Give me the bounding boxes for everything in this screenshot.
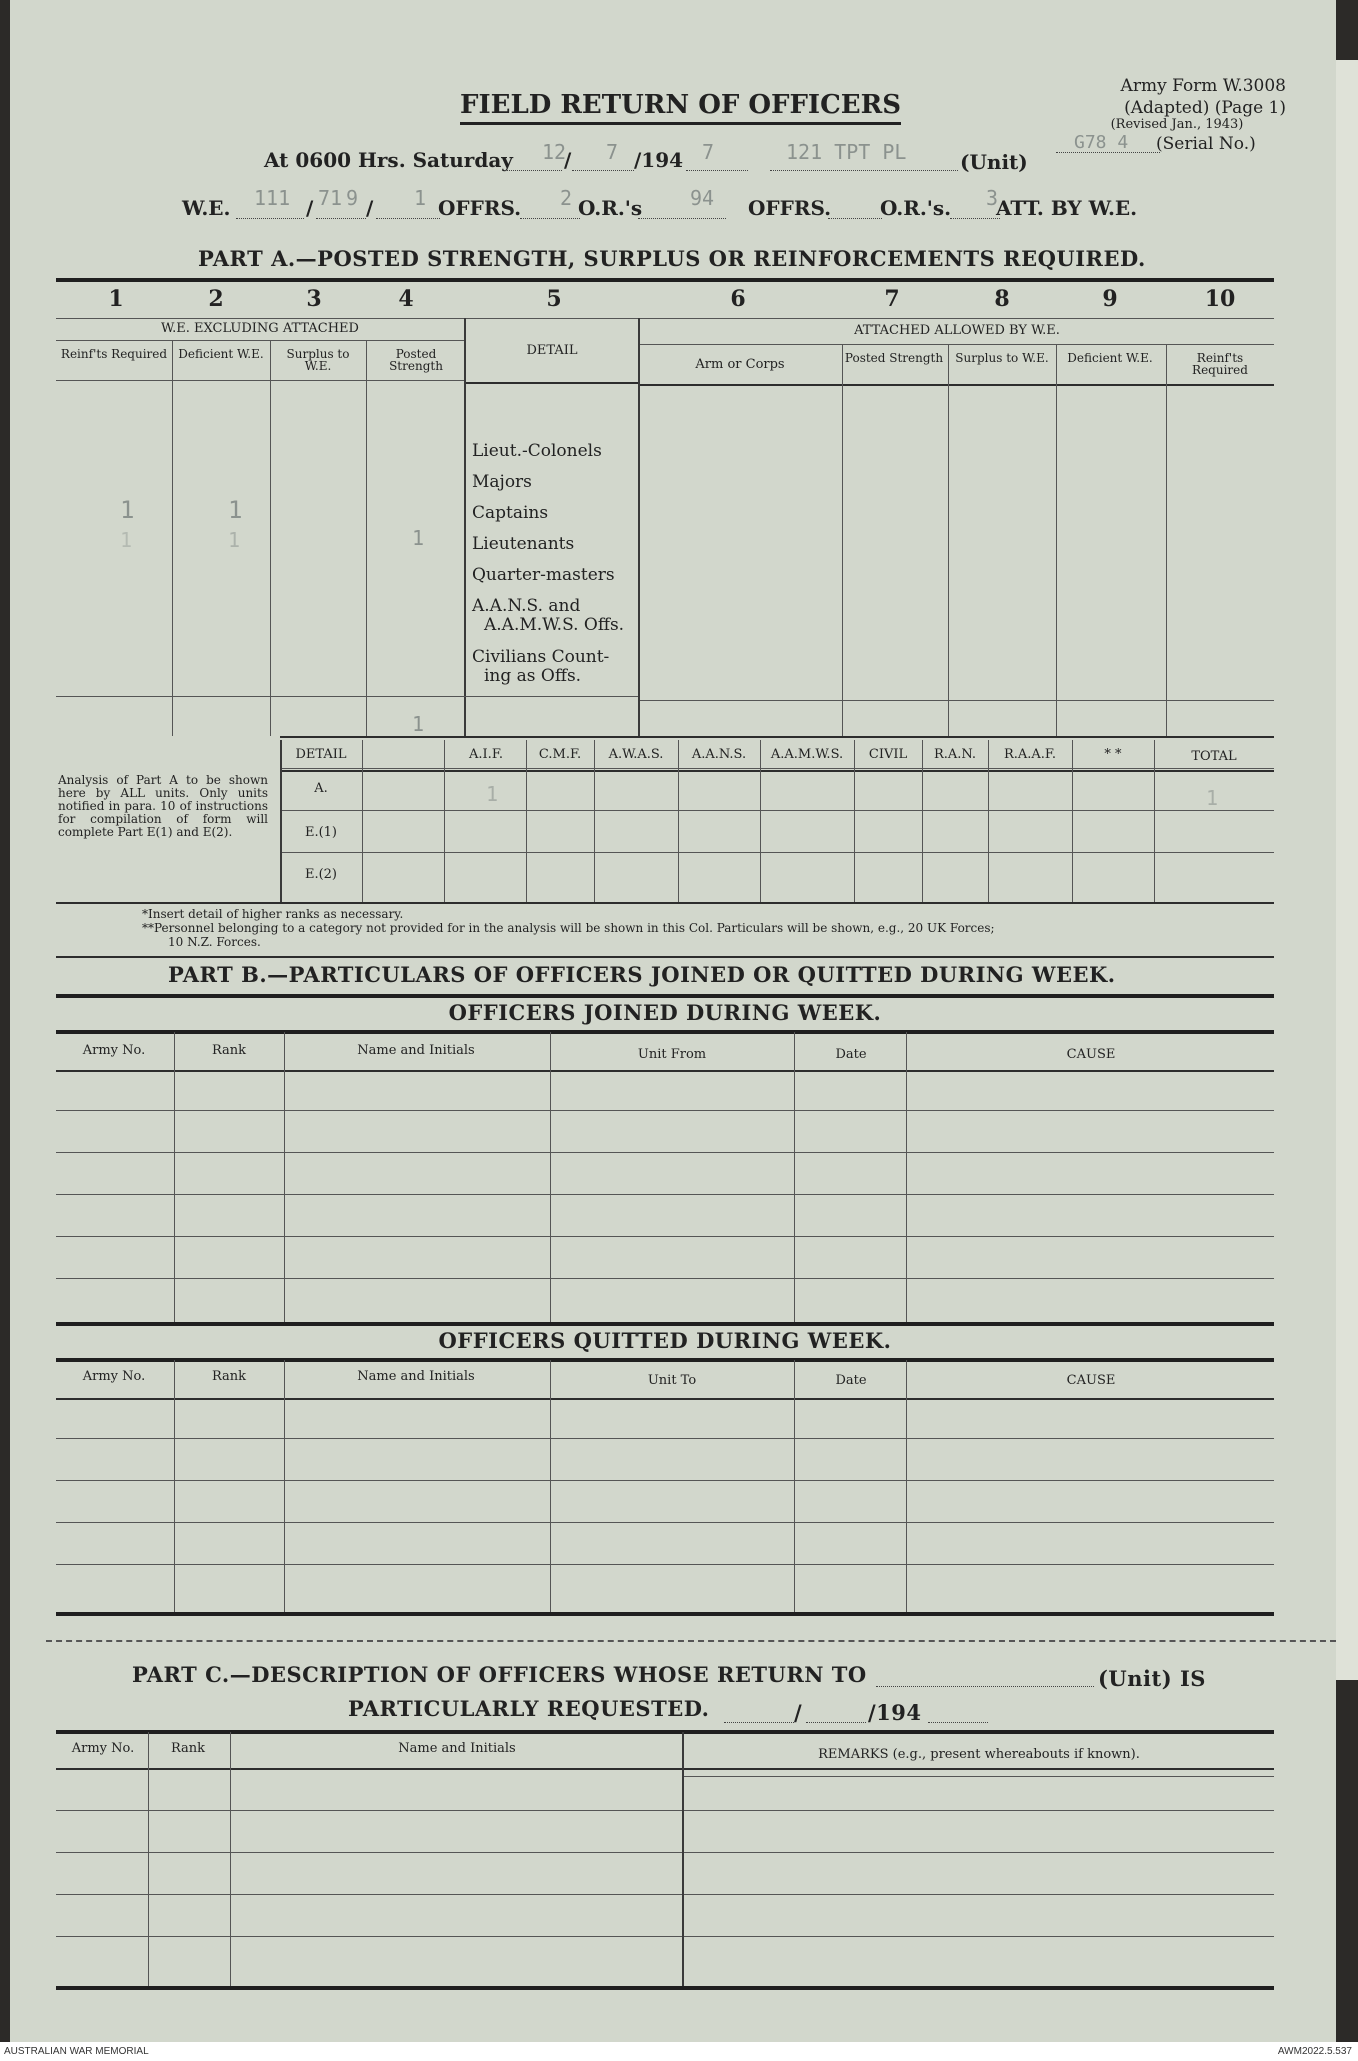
footnote-3: 10 N.Z. Forces. (168, 935, 261, 949)
part-c-year-field[interactable] (928, 1722, 988, 1723)
analysis-col-civil: CIVIL (868, 747, 908, 762)
joined-col-cause: CAUSE (1066, 1047, 1116, 1062)
quitted-col-rank: Rank (211, 1369, 247, 1384)
captains-deficient: 1 (228, 496, 243, 524)
detail-lieutenants: Lieutenants (472, 534, 575, 554)
year-digit: 7 (702, 140, 715, 164)
we-value-3: 9 (346, 186, 359, 210)
detail-civilians-cont: ing as Offs. (484, 666, 582, 686)
part-b-heading: PART B.—PARTICULARS OF OFFICERS JOINED OR QUITTED DURING WEEK. (168, 962, 1116, 987)
analysis-row-a: A. (314, 781, 328, 796)
col-num-8: 8 (994, 286, 1010, 312)
hdr-posted-strength: Posted Strength (389, 347, 443, 373)
detail-quarter-masters: Quarter-masters (472, 565, 615, 585)
analysis-col-aif: A.I.F. (469, 747, 503, 762)
time-label: At 0600 Hrs. Saturday (264, 148, 513, 172)
hdr-att-posted-strength: Posted Strength (844, 351, 944, 365)
analysis-note: Analysis of Part A to be shown here by ALL units. Only units notified in para. 10 of instructions for compilation of form will complete Part E(1) and E(2). (58, 773, 268, 839)
part-c-col-remarks: REMARKS (e.g., present whereabouts if known). (818, 1747, 1140, 1762)
col-num-1: 1 (108, 286, 124, 312)
offrs-field[interactable] (376, 218, 440, 219)
quitted-col-army-no: Army No. (82, 1369, 146, 1384)
col-num-7: 7 (884, 286, 900, 312)
lieut-posted: 1 (412, 526, 425, 550)
hdr-att-deficient-we: Deficient W.E. (1067, 351, 1153, 365)
analysis-col-cmf: C.M.F. (538, 747, 582, 762)
ors-label-1: O.R.'s (578, 196, 643, 220)
year-field[interactable] (686, 170, 748, 171)
lieut-reinfts: 1 (120, 528, 133, 552)
revised-note: (Revised Jan., 1943) (1110, 117, 1244, 132)
col-num-4: 4 (398, 286, 414, 312)
day-field[interactable] (504, 170, 562, 171)
offrs-value: 1 (414, 186, 427, 210)
lieut-deficient: 1 (228, 528, 241, 552)
quitted-col-name: Name and Initials (357, 1369, 475, 1384)
we-value-1: 111 (254, 186, 291, 210)
part-c-unit-field[interactable] (876, 1686, 1094, 1687)
analysis-col-raaf: R.A.A.F. (1003, 747, 1057, 762)
quitted-heading: OFFICERS QUITTED DURING WEEK. (438, 1328, 892, 1353)
we-value-2: 71 (318, 186, 343, 210)
month-field[interactable] (572, 170, 634, 171)
analysis-col-aans: A.A.N.S. (691, 747, 747, 762)
unit-field[interactable] (770, 170, 958, 171)
form-paper: Army Form W.3008 (Adapted) (Page 1) (Revised Jan., 1943) G78 4 (Serial No.) FIELD RETURN OF OFFICERS At 0600 Hrs. Saturday 12 / 7 /194 7 121 TPT PL (Unit) W.E. 111 / 71 9 / 1 OFFRS. 2 O.R.'s 94 OFFRS. O.R.'s. 3 ATT. BY W.E. PART A.—POSTED STRENGTH, SURPLUS OR REINFORCEMENTS REQUIRED. 1 2 3 4 5 6 7 8 9 10 W.E. EXCLUDING ATTACHED ATTACHED ALLOWED BY W.E. Reinf'ts Required Deficient W.E. Surplus to W.E. Posted Strength DETAIL Arm or Corps Posted Strength Surplus to W.E. Deficient W.E. Reinf'ts Required Lieut.-Colonels Majors Captains Lieutenants Quarter-masters A.A.N.S. and A.A.M.W.S. Offs. Civilians Count- ing as Offs. 1 1 1 1 1 1 Analysis of Part A to be shown here by ALL units. Only units notified in para. 10 of instructions for compilation of form will complete Part E(1) and E(2). DETAIL A.I.F. C.M.F. A.W.A.S. A.A.N.S. A.A.M.W.S. CIVIL R.A.N. R.A.A.F. * * TOTAL A. E.(1) E.(2) 1 1 *Insert detail of higher ranks as necessary. **Personnel belonging to a category not provided for in the analysis will be shown in this Col. Particulars will be shown, e.g., 20 UK Forces; 10 N.Z. Forces. PART B.—PARTICULARS OF OFFICERS JOINED OR QUITTED DURING WEEK. OFFICERS JOINED DURING WEEK. Army No. Rank Name and Initials Unit From Date CAUSE OFFICERS QUITTED DURING WEEK. Army No. Rank Name and Initials Unit To Date CAUSE PART C.—DESCRIPTION OF OFFICERS WHOSE RETURN TO (Unit) IS PARTICULARLY REQUESTED. / /194 Army No. Rank Name and Initials REMARKS (e.g., present whereabouts if known). (10, 0, 1336, 2042)
ors-value-2: 94 (690, 186, 715, 210)
form-title: FIELD RETURN OF OFFICERS (460, 90, 901, 125)
we-group-header: W.E. EXCLUDING ATTACHED (161, 321, 359, 336)
we-field-1[interactable] (236, 218, 304, 219)
total-posted: 1 (412, 712, 425, 736)
offrs-label-2: OFFRS. (748, 196, 832, 220)
col-num-2: 2 (208, 286, 224, 312)
analysis-col-total: TOTAL (1191, 749, 1237, 764)
serial-label: (Serial No.) (1156, 134, 1256, 154)
part-c-col-name: Name and Initials (398, 1741, 516, 1756)
ors-field-2[interactable] (638, 218, 726, 219)
analysis-col-detail: DETAIL (295, 747, 347, 762)
part-c-col-rank: Rank (170, 1741, 206, 1756)
att-value: 3 (986, 186, 999, 210)
footnote-1: *Insert detail of higher ranks as necessary. (142, 907, 404, 921)
detail-majors: Majors (472, 472, 532, 492)
col-num-9: 9 (1102, 286, 1118, 312)
analysis-row-e1: E.(1) (304, 825, 338, 840)
analysis-col-aamws: A.A.M.W.S. (770, 747, 844, 762)
att-group-header: ATTACHED ALLOWED BY W.E. (854, 323, 1060, 338)
detail-civilians: Civilians Count- (472, 647, 610, 667)
hdr-att-reinfts-required: Reinf'ts Required (1192, 351, 1248, 377)
hdr-surplus-we: Surplus to W.E. (286, 347, 350, 373)
analysis-total-value: 1 (1206, 786, 1219, 810)
offrs-label: OFFRS. (438, 196, 522, 220)
analysis-row-e2: E.(2) (304, 867, 338, 882)
serial-dots (1056, 152, 1160, 153)
joined-col-date: Date (835, 1047, 867, 1062)
part-c-month-field[interactable] (806, 1722, 866, 1723)
footer-id: AWM2022.5.537 (1277, 2046, 1352, 2057)
hdr-detail: DETAIL (526, 343, 578, 358)
quitted-col-date: Date (835, 1373, 867, 1388)
ors-label-2: O.R.'s. (880, 196, 952, 220)
footnote-2: **Personnel belonging to a category not provided for in the analysis will be shown in this Col. Particulars will be shown, e.g., 20 UK Forces; (142, 921, 995, 935)
detail-lieut-colonels: Lieut.-Colonels (472, 441, 602, 461)
captains-reinfts: 1 (120, 496, 135, 524)
part-a-heading: PART A.—POSTED STRENGTH, SURPLUS OR REINFORCEMENTS REQUIRED. (198, 246, 1146, 271)
year-prefix: /194 (634, 148, 684, 172)
joined-col-rank: Rank (211, 1043, 247, 1058)
hdr-arm-corps: Arm or Corps (695, 357, 785, 372)
analysis-col-ran: R.A.N. (933, 747, 977, 762)
part-c-unit-label: (Unit) IS (1098, 1666, 1206, 1691)
att-field[interactable] (950, 218, 1000, 219)
joined-col-unit-from: Unit From (637, 1047, 707, 1062)
footer-bar (0, 2042, 1358, 2061)
joined-heading: OFFICERS JOINED DURING WEEK. (448, 1000, 882, 1025)
offrs-field-2[interactable] (828, 218, 882, 219)
detail-aans: A.A.N.S. and (472, 596, 581, 616)
part-c-day-field[interactable] (724, 1722, 794, 1723)
ors-field-1[interactable] (520, 218, 580, 219)
unit-label: (Unit) (960, 150, 1028, 174)
att-label: ATT. BY W.E. (996, 196, 1138, 220)
serial-number-handwritten: G78 4 (1074, 132, 1129, 153)
part-c-heading-2: PARTICULARLY REQUESTED. (348, 1696, 710, 1721)
quitted-col-unit-to: Unit To (647, 1373, 697, 1388)
we-label: W.E. (182, 196, 231, 220)
analysis-col-other: * * (1104, 747, 1122, 762)
month-value: 7 (606, 140, 619, 164)
day-value: 12 (542, 140, 567, 164)
col-num-6: 6 (730, 286, 746, 312)
we-field-2[interactable] (316, 218, 366, 219)
tear-line (46, 1640, 1336, 1642)
part-c-heading-1: PART C.—DESCRIPTION OF OFFICERS WHOSE RETURN TO (132, 1662, 867, 1687)
col-num-5: 5 (546, 286, 562, 312)
army-form-number: Army Form W.3008 (1120, 76, 1286, 96)
ors-value-1: 2 (560, 186, 573, 210)
hdr-att-surplus-we: Surplus to W.E. (955, 351, 1049, 365)
joined-col-name: Name and Initials (357, 1043, 475, 1058)
quitted-col-cause: CAUSE (1066, 1373, 1116, 1388)
adapted-note: (Adapted) (Page 1) (1124, 98, 1286, 118)
footer-source: AUSTRALIAN WAR MEMORIAL (4, 2046, 149, 2057)
hdr-reinfts-required: Reinf'ts Required (60, 347, 168, 361)
detail-captains: Captains (472, 503, 549, 523)
part-c-year: /194 (868, 1700, 922, 1725)
joined-col-army-no: Army No. (82, 1043, 146, 1058)
analysis-col-awas: A.W.A.S. (608, 747, 664, 762)
analysis-aif-value: 1 (486, 782, 499, 806)
hdr-deficient-we: Deficient W.E. (178, 347, 264, 361)
detail-aamws: A.A.M.W.S. Offs. (484, 615, 625, 635)
col-num-10: 10 (1204, 286, 1236, 312)
col-num-3: 3 (306, 286, 322, 312)
unit-value: 121 TPT PL (786, 140, 907, 164)
part-c-col-army-no: Army No. (71, 1741, 135, 1756)
